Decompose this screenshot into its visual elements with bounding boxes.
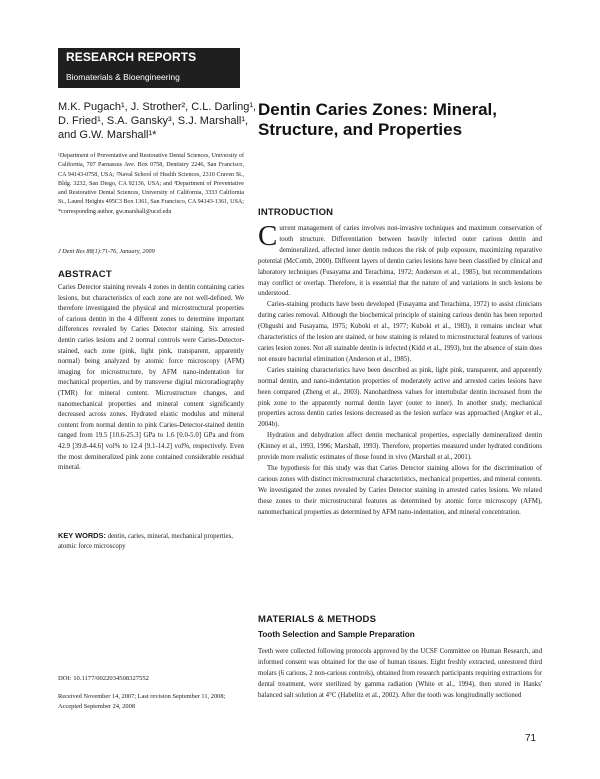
keywords-text: dentin, caries, mineral, mechanical properties, atomic force microscopy — [58, 533, 233, 551]
keywords — [58, 531, 244, 553]
section-label: RESEARCH REPORTS — [66, 50, 197, 64]
keywords-label: KEY WORDS: — [58, 531, 106, 540]
article-title: Dentin Caries Zones: Mineral, Structure, and Properties — [258, 100, 497, 139]
methods-subheading: Tooth Selection and Sample Preparation — [258, 630, 415, 639]
author-list: M.K. Pugach¹, J. Strother², C.L. Darling¹, D. Fried¹, S.A. Gansky³, S.J. Marshall¹, and G.W. Marshall¹* — [58, 101, 257, 141]
intro-paragraph-5: The hypothesis for this study was that Caries Detector staining allows for the discrimination of carious zones with distinct microstructural characteristics, mechanical properties, and mineral contents. We investigated the zones revealed by Caries Detector staining in arrested caries lesions. We related these zones to their microstructural features as determined by atomic force microscopy (AFM), nanomechanical properties as determined by AFM nano-indentation, and mineral concentration. — [258, 464, 542, 516]
drop-cap: C — [258, 220, 278, 252]
methods-body — [258, 647, 542, 702]
intro-paragraph-1: Current management of caries involves non-invasive techniques and maximum conservation of tooth structure. Differentiation between heavily infected outer carious dentin and demineralized, affected inner dentin reduces the risk of pulp exposure, maximizing reparative potential (McComb, 2000). Different layers of dentin caries lesions have been classified by clinical and laboratory techniques (Fusayama and Terachima, 1972; Anderson et al., 1985), but recommendations may conflict or overlap. Therefore, it is essential that the nature of and variations in such lesions be understood. — [258, 220, 542, 298]
page-number: 71 — [525, 733, 537, 744]
subsection-label: Biomaterials & Bioengineering — [66, 72, 180, 82]
methods-heading: MATERIALS & METHODS — [258, 614, 377, 625]
intro-paragraph-4: Hydration and dehydration affect dentin mechanical properties, especially demineralized dentin (Kinney et al., 1993, 1996; Marshall, 1993). Therefore, properties measured under hydrated conditions provide more realistic estimates of those found in vivo (Marshall et al., 2001). — [258, 432, 542, 462]
introduction-heading: INTRODUCTION — [258, 207, 334, 218]
received-dates: Received November 14, 2007; Last revision September 11, 2008; Accepted September 24, 2008 — [58, 693, 226, 710]
affiliations: ¹Department of Preventative and Restorative Dental Sciences, University of California, 707 Parnassus Ave. Box 0758, Dentistry 2246, San Francisco, CA 94143-0758, USA; ²Naval School of Health Sciences, 2310 Craven St., Bldg. 3232, San Diego, CA 92136, USA; and ³Department of Preventative and Restorative Dental Sciences, University of California, 3333 California St., Laurel Heights 495C3 Box 1361, San Francisco, CA 94143-1361, USA; *corresponding author, gw.marshall@ucsf.edu — [58, 153, 244, 215]
doi: DOI: 10.1177/0022034508327552 — [58, 675, 149, 682]
introduction-body — [258, 220, 542, 518]
abstract-heading: ABSTRACT — [58, 269, 112, 280]
journal-citation: J Dent Res 88(1):71-76, January, 2009 — [58, 248, 155, 255]
intro-paragraph-3: Caries staining characteristics have been described as pink, light pink, transparent, and apparently normal dentin, and nano-indentation properties of moderately active and arrested caries lesions have been compared (Zheng et al., 2003). Nanohardness values for intertubular dentin increased from the pink zone to the apparently normal dentin layer (outer to inner). In another study, mechanical properties across dentin caries lesions decreased as the lesion surface was approached (Angker et al., 2004b). — [258, 366, 542, 429]
methods-paragraph-1: Teeth were collected following protocols approved by the UCSF Committee on Human Research, and informed consent was obtained for the use of human tissues. Eight freshly extracted, unrestored third molars (6 carious, 2 non-carious controls), obtained from research participants requiring extractions for dental treatment, were sterilized by gamma radiation (White et al., 1994), then stored in Hanks' balanced salt solution at 4°C (Habelitz et al., 2002). After the tooth was longitudinally sectioned — [258, 648, 542, 699]
abstract-text: Caries Detector staining reveals 4 zones in dentin containing caries lesions, but characteristics of each zone are not well-defined. We therefore investigated the physical and microstructural properties of carious dentin in the 4 different zones to determine important differences revealed by Caries Detector staining. Six arrested dentin caries lesions and 2 normal controls were Caries-Detector-stained, each zone (pink, light pink, transparent, apparently normal) being analyzed by atomic force microscopy (AFM) imaging for microstructure, by AFM nano-indentation for mechanical properties, and by transverse digital microradiography (TMR) for mineral content. Microstructure changes, and nanomechanical properties and mineral content significantly decreased across zones. Hydrated elastic modulus and mineral content from normal dentin to pink Caries-Detector-stained dentin ranged from 19.5 [10.6-25.3] GPa to 1.6 [0.0-5.0] GPa and from 42.9 [39.8-44.6] vol% to 12.4 [9.1-14.2] vol%, respectively. Even the most demineralized pink zone contained considerable residual mineral. — [58, 284, 244, 472]
intro-paragraph-2: Caries-staining products have been developed (Fusayama and Terachima, 1972) to assist clinicians during caries removal. Although the biochemical principle of staining carious dentin has been reported (Ohgushi and Fusayama, 1975; Kuboki et al., 1977; Kuboki et al., 1983), it remains unclear what characteristics of the lesion are stained, or how staining is related to microstructural features of various caries lesion zones. Not all stainable dentin is infected (Kidd et al., 1993), but the absence of stain does not ensure bacterial elimination (Anderson et al., 1985). — [258, 301, 542, 363]
